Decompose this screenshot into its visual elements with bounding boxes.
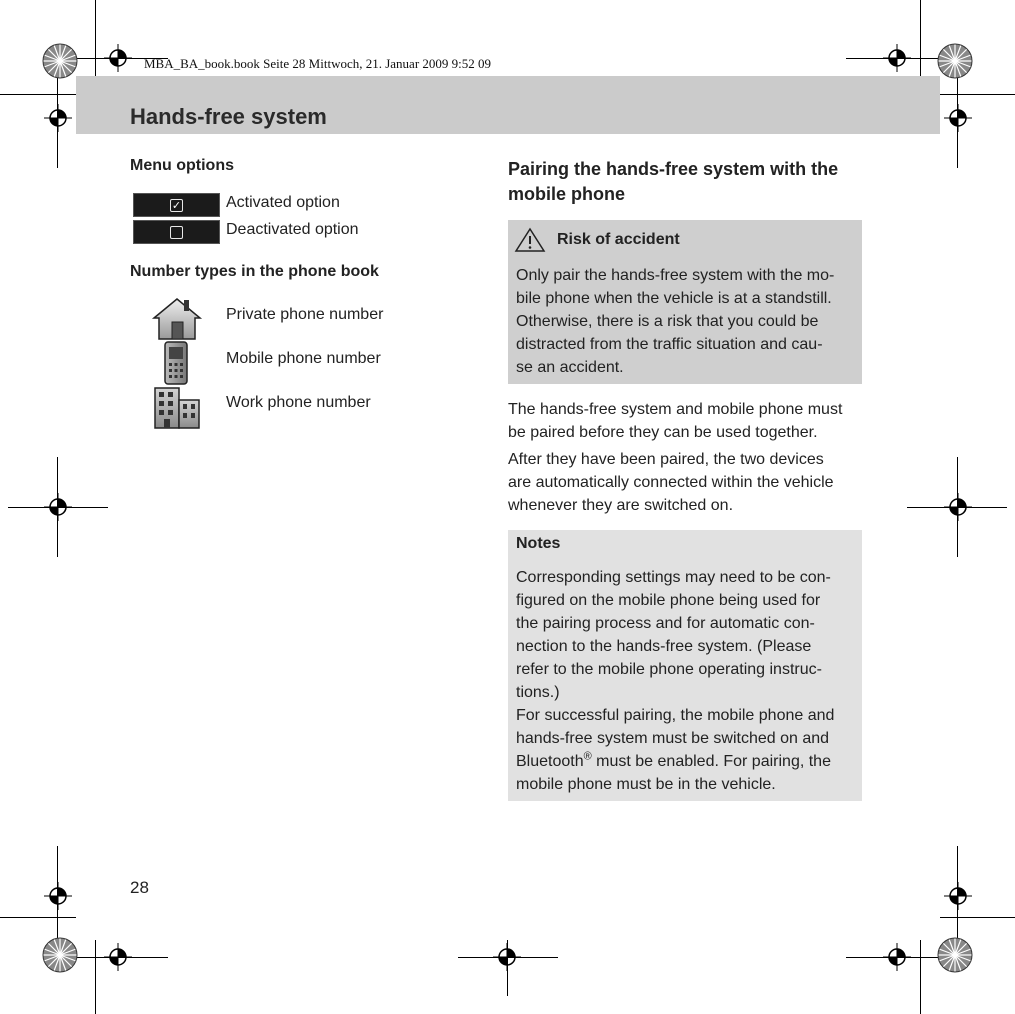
notes-line: For successful pairing, the mobile phone and	[516, 707, 835, 724]
warning-line: Otherwise, there is a risk that you could be	[516, 313, 819, 330]
crop-line	[507, 940, 508, 996]
crop-line	[8, 507, 108, 508]
crop-line	[920, 940, 921, 1014]
notes-line: figured on the mobile phone being used for	[516, 592, 821, 609]
crop-line	[57, 846, 58, 946]
star-target-icon	[937, 937, 973, 973]
crop-line	[68, 957, 168, 958]
warning-title-row	[516, 229, 856, 255]
registration-crosshair-icon	[944, 104, 972, 132]
notes-line: tions.)	[516, 684, 560, 701]
crop-line	[957, 68, 958, 168]
crop-line	[920, 0, 921, 76]
notes-title: Notes	[516, 535, 561, 552]
crop-line	[0, 94, 76, 95]
registration-crosshair-icon	[944, 882, 972, 910]
notes-box	[508, 530, 862, 801]
print-info: MBA_BA_book.book Seite 28 Mittwoch, 21. Januar 2009 9:52 09	[144, 56, 492, 71]
pairing-heading-line: mobile phone	[508, 184, 625, 204]
notes-line	[516, 750, 861, 773]
warning-line: se an accident.	[516, 359, 624, 376]
deactivated-option-label: Deactivated option	[226, 221, 359, 238]
paragraph-line: be paired before they can be used together.	[508, 424, 818, 441]
paragraph-line: are automatically connected within the vehicle	[508, 474, 834, 491]
activated-option-swatch	[133, 193, 220, 217]
notes-line-rest: must be enabled. For pairing, the	[591, 753, 831, 770]
warning-line: Only pair the hands-free system with the mo-	[516, 267, 835, 284]
notes-line: the pairing process and for automatic con-	[516, 615, 815, 632]
pairing-paragraph-2	[508, 448, 862, 517]
crop-line	[57, 68, 58, 168]
notes-line: refer to the mobile phone operating instruc-	[516, 661, 822, 678]
paragraph-line: whenever they are switched on.	[508, 497, 734, 514]
page-number: 28	[130, 878, 149, 897]
notes-line: hands-free system must be switched on and	[516, 730, 830, 747]
mobile-number-label: Mobile phone number	[226, 350, 381, 367]
registered-mark: ®	[583, 750, 592, 763]
number-types-heading: Number types in the phone book	[130, 263, 379, 280]
pairing-paragraph-1	[508, 398, 862, 444]
notes-line: nection to the hands-free system. (Please	[516, 638, 812, 655]
checkbox-checked-icon: ✓	[171, 198, 182, 212]
warning-title: Risk of accident	[557, 231, 680, 248]
crop-line	[846, 957, 946, 958]
pairing-heading	[508, 157, 838, 207]
warning-text	[516, 264, 861, 379]
warning-box	[508, 220, 862, 384]
warning-line: bile phone when the vehicle is at a standstill.	[516, 290, 832, 307]
notes-line: Corresponding settings may need to be con-	[516, 569, 831, 586]
deactivated-option-swatch	[133, 220, 220, 244]
crop-line	[458, 957, 558, 958]
notes-paragraph-1	[516, 566, 861, 704]
work-number-label: Work phone number	[226, 394, 371, 411]
crop-line	[95, 940, 96, 1014]
registration-crosshair-icon	[44, 104, 72, 132]
menu-options-heading: Menu options	[130, 157, 234, 174]
crop-line	[940, 917, 1015, 918]
pairing-heading-line: Pairing the hands-free system with the	[508, 159, 839, 179]
crop-line	[846, 58, 946, 59]
crop-line	[95, 0, 96, 76]
crop-line	[907, 507, 1007, 508]
checkbox-empty-icon	[170, 226, 183, 239]
notes-line: mobile phone must be in the vehicle.	[516, 776, 776, 793]
office-building-icon	[150, 384, 204, 430]
activated-option-label: Activated option	[226, 194, 340, 211]
warning-line: distracted from the traffic situation and cau-	[516, 336, 823, 353]
bluetooth-text: Bluetooth	[516, 753, 584, 770]
star-target-icon	[937, 43, 973, 79]
warning-triangle-icon	[514, 227, 546, 253]
paragraph-line: The hands-free system and mobile phone must	[508, 401, 843, 418]
private-number-label: Private phone number	[226, 306, 384, 323]
crop-line	[940, 94, 1015, 95]
notes-paragraph-2	[516, 704, 861, 796]
star-target-icon	[42, 43, 78, 79]
paragraph-line: After they have been paired, the two devices	[508, 451, 824, 468]
house-icon	[150, 296, 204, 342]
registration-crosshair-icon	[44, 882, 72, 910]
mobile-phone-icon	[150, 340, 204, 386]
crop-line	[0, 917, 76, 918]
crop-line	[957, 846, 958, 946]
star-target-icon	[42, 937, 78, 973]
page-title: Hands-free system	[130, 104, 327, 129]
